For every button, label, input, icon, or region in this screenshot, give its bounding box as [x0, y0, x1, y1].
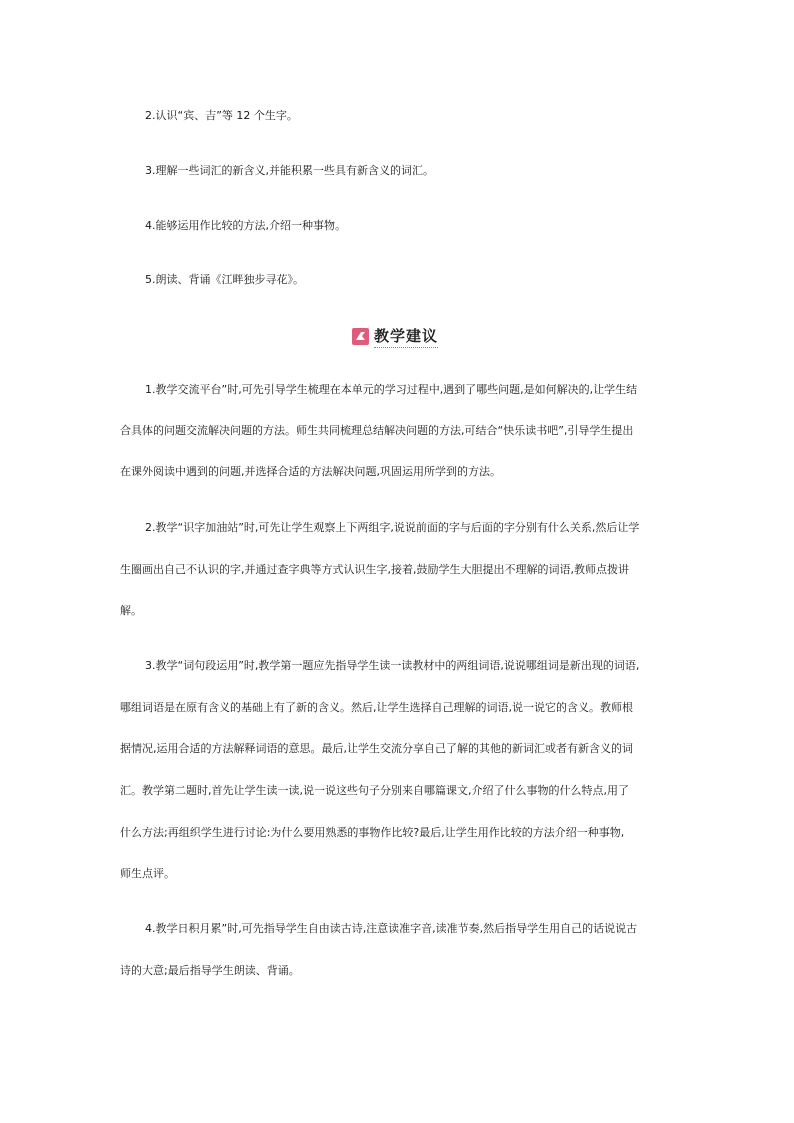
- bookmark-arrow-icon: [352, 328, 369, 345]
- paragraph-line: 汇。教学第二题时,首先让学生读一读,说一说这些句子分别来自哪篇课文,介绍了什么事物的什么特点,用了: [120, 784, 629, 797]
- paragraph-line: 据情况,运用合适的方法解释词语的意思。最后,让学生交流分享自己了解的其他的新词汇或者有新含义的词: [120, 742, 633, 755]
- objective-item: 3.理解一些词汇的新含义,并能积累一些具有新含义的词汇。: [145, 164, 434, 177]
- objective-item: 4.能够运用作比较的方法,介绍一种事物。: [145, 219, 346, 232]
- paragraph-line: 生圈画出自己不认识的字,并通过查字典等方式认识生字,接着,鼓励学生大胆提出不理解的词语,教师点拨讲: [120, 563, 629, 576]
- paragraph-line: 哪组词语是在原有含义的基础上有了新的含义。然后,让学生选择自己理解的词语,说一说它的含义。教师根: [120, 701, 633, 714]
- objective-item: 2.认识“宾、吉”等 12 个生字。: [145, 109, 298, 122]
- section-title: 教学建议: [374, 325, 438, 348]
- section-heading: [352, 325, 438, 347]
- paragraph-line: 在课外阅读中遇到的问题,并选择合适的方法解决问题,巩固运用所学到的方法。: [120, 465, 501, 478]
- paragraph-line: 1.教学交流平台”时,可先引导学生梳理在本单元的学习过程中,遇到了哪些问题,是如何解决的,让学生结: [145, 383, 638, 396]
- paragraph-line: 2.教学“识字加油站”时,可先让学生观察上下两组字,说说前面的字与后面的字分别有什么关系,然后让学: [145, 521, 640, 534]
- paragraph-line: 合具体的问题交流解决问题的方法。师生共同梳理总结解决问题的方法,可结合“快乐读书吧”,引导学生提出: [120, 424, 634, 437]
- paragraph-line: 诗的大意;最后指导学生朗读、背诵。: [120, 964, 300, 977]
- objective-item: 5.朗读、背诵《江畔独步寻花》。: [145, 273, 304, 286]
- paragraph-line: 3.教学“词句段运用”时,教学第一题应先指导学生读一读教材中的两组词语,说说哪组词是新出现的词语,: [145, 659, 640, 672]
- paragraph-line: 师生点评。: [120, 867, 175, 880]
- paragraph-line: 什么方法;再组织学生进行讨论:为什么要用熟悉的事物作比较?最后,让学生用作比较的方法介绍一种事物,: [120, 826, 625, 839]
- paragraph-line: 4.教学日积月累”时,可先指导学生自由读古诗,注意读准字音,读准节奏,然后指导学生用自己的话说说古: [145, 922, 638, 935]
- paragraph-line: 解。: [120, 604, 142, 617]
